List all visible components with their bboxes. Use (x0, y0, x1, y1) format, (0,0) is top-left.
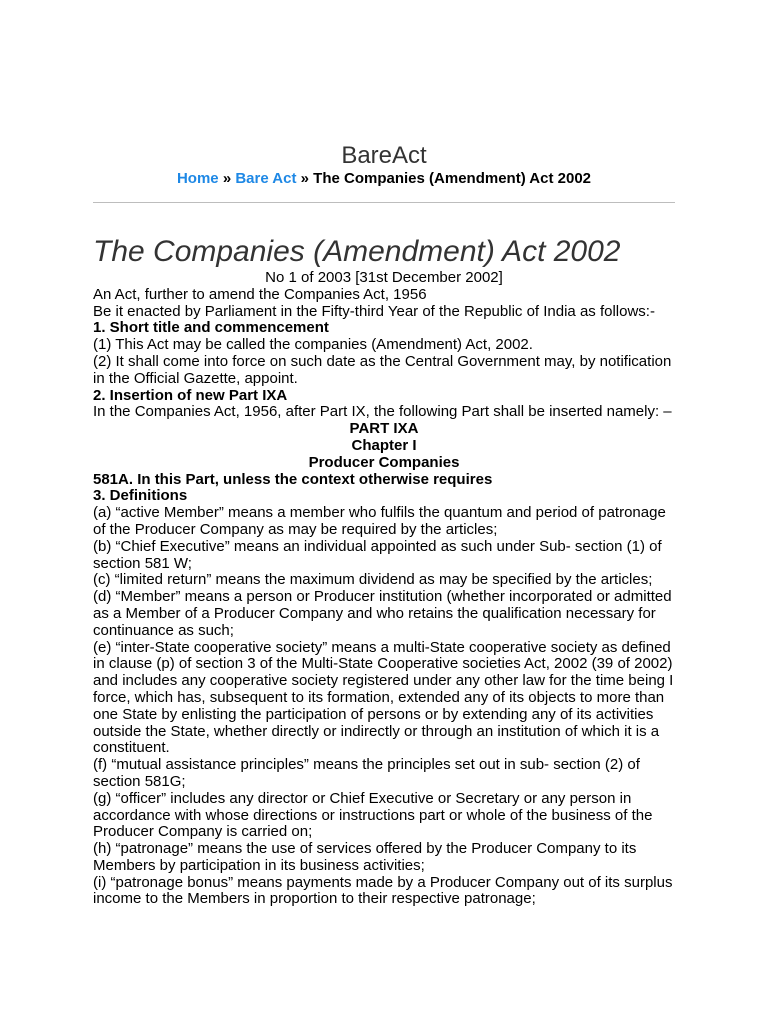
breadcrumb-bare-act-link[interactable]: Bare Act (235, 170, 297, 187)
document-paragraph: (1) This Act may be called the companies (Amendment) Act, 2002. (93, 336, 533, 354)
document-paragraph: (g) “officer” includes any director or Chief Executive or Secretary or any person in accordance with whose directions or instructions part or whole of the business of the Producer Company is carried on; (93, 789, 653, 841)
document-paragraph: An Act, further to amend the Companies Act, 1956 (93, 285, 427, 303)
document-paragraph: (a) “active Member” means a member who fulfils the quantum and period of patronage of the Producer Company as may be required by the articles; (93, 504, 666, 538)
breadcrumb-separator: » (222, 170, 232, 187)
document-paragraph: (d) “Member” means a person or Producer institution (whether incorporated or admitted as a Member of a Producer Company and who retains the qualification necessary for continuance as such; (93, 588, 672, 639)
section-heading: 3. Definitions (93, 487, 188, 505)
document-content (93, 270, 675, 908)
document-paragraph: In the Companies Act, 1956, after Part IX, the following Part shall be inserted namely: – (93, 403, 672, 421)
section-heading: Chapter I (351, 436, 417, 454)
breadcrumb-home-link[interactable]: Home (176, 170, 219, 187)
document-paragraph: (b) “Chief Executive” means an individual appointed as such under Sub- section (1) of section 581 W; (93, 537, 662, 572)
section-heading: PART IXA (349, 420, 419, 438)
document-paragraph: No 1 of 2003 [31st December 2002] (265, 269, 503, 286)
section-heading: 2. Insertion of new Part IXA (93, 386, 288, 404)
document-paragraph: (c) “limited return” means the maximum dividend as may be specified by the articles; (93, 571, 653, 589)
breadcrumb-current: The Companies (Amendment) Act 2002 (313, 170, 592, 187)
section-heading: 581A. In this Part, unless the context otherwise requires (93, 470, 493, 488)
document-paragraph: (f) “mutual assistance principles” means the principles set out in sub- section (2) of section 581G; (93, 756, 640, 790)
document-paragraph: (h) “patronage” means the use of services offered by the Producer Company to its Members by participation in its business activities; (93, 840, 637, 874)
article (93, 234, 675, 908)
breadcrumb-separator: » (300, 170, 309, 187)
section-heading: Producer Companies (308, 453, 460, 471)
document-paragraph: (e) “inter-State cooperative society” means a multi-State cooperative society as defined in clause (p) of section 3 of the Multi-State Cooperative societies Act, 2002 (39 of 2002) and includes any cooperative society registered under any other law for the time being I force, which has, subsequent to its formation, extended any of its objects to more than one State by enlisting the participation of persons or by extending any of its activities outside the State, whether directly or indirectly or through an institution of which it is a constituent. (93, 638, 674, 757)
document-paragraph: Be it enacted by Parliament in the Fifty-third Year of the Republic of India as follows:- (93, 302, 655, 320)
document-title: The Companies (Amendment) Act 2002 (93, 235, 621, 268)
document-paragraph: (i) “patronage bonus” means payments made by a Producer Company out of its surplus income to the Members in proportion to their respective patronage; (93, 873, 673, 908)
document-paragraph: (2) It shall come into force on such date as the Central Government may, by notification in the Official Gazette, appoint. (93, 352, 672, 387)
site-title: BareAct (341, 142, 427, 169)
header-divider (93, 202, 675, 203)
section-heading: 1. Short title and commencement (93, 319, 329, 337)
breadcrumb (0, 169, 768, 188)
